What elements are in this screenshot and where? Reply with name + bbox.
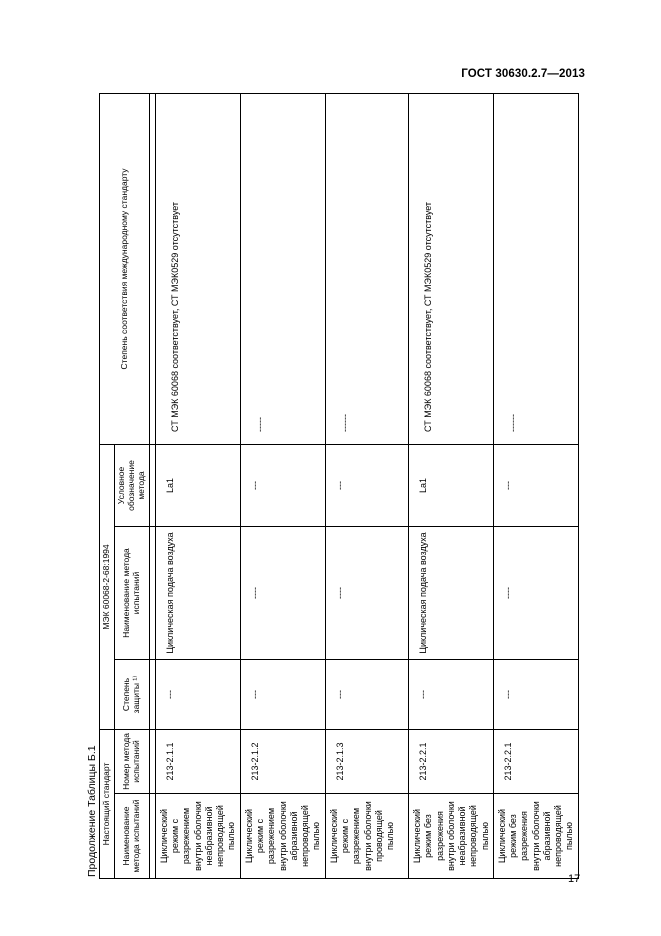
cell-protection-degree: --- bbox=[155, 660, 240, 730]
table-caption: Продолжение Таблицы Б.1 bbox=[86, 745, 98, 877]
cell-iec-designation: --- bbox=[493, 444, 578, 526]
cell-method-name: Циклический режим с разрежением внутри оболочки проводящей пылью bbox=[325, 794, 408, 879]
cell-iec-method-name: ---- bbox=[325, 527, 408, 660]
cell-correspondence: ------ bbox=[325, 93, 408, 444]
cell-method-number: 213-2.1.1 bbox=[155, 730, 240, 794]
cell-correspondence: СТ МЭК 60068 соответствует, СТ МЭК0529 отсутствует bbox=[155, 93, 240, 444]
cell-method-number: 213-2.2.1 bbox=[493, 730, 578, 794]
cell-iec-method-name: Циклическая подача воздуха bbox=[155, 527, 240, 660]
cell-method-name: Циклический режим без разрежения внутри оболочки абразивной непроводящей пылью bbox=[493, 794, 578, 879]
cell-protection-degree: --- bbox=[493, 660, 578, 730]
header-correspondence: Степень соответствия международному стандарту bbox=[100, 93, 150, 444]
cell-method-name: Циклический режим с разрежением внутри оболочки абразивной непроводящей пылью bbox=[240, 794, 325, 879]
cell-correspondence: ----- bbox=[240, 93, 325, 444]
header-method-name: Наименование метода испытаний bbox=[114, 794, 149, 879]
header-iec-method-name: Наименование метода испытаний bbox=[114, 527, 149, 660]
cell-protection-degree: --- bbox=[240, 660, 325, 730]
table-row bbox=[409, 93, 494, 878]
table-row bbox=[155, 93, 240, 878]
table-row bbox=[493, 93, 578, 878]
standards-table bbox=[99, 93, 579, 879]
cell-correspondence: ------ bbox=[493, 93, 578, 444]
table-row bbox=[325, 93, 408, 878]
cell-iec-designation: La1 bbox=[409, 444, 494, 526]
group-header-iec-standard: МЭК 60068-2-68:1994 bbox=[100, 444, 115, 729]
group-header-current-standard: Настоящий стандарт bbox=[100, 730, 115, 879]
document-code: ГОСТ 30630.2.7—2013 bbox=[461, 68, 585, 80]
cell-method-name: Циклический режим с разрежением внутри оболочки неабразивной непроводящей пылью bbox=[155, 794, 240, 879]
cell-correspondence: СТ МЭК 60068 соответствует, СТ МЭК0529 отсутствует bbox=[409, 93, 494, 444]
cell-iec-method-name: ---- bbox=[493, 527, 578, 660]
cell-protection-degree: --- bbox=[325, 660, 408, 730]
cell-iec-designation: La1 bbox=[155, 444, 240, 526]
cell-iec-designation: --- bbox=[325, 444, 408, 526]
cell-method-name: Циклический режим без разрежения внутри оболочки неабразивной непроводящей пылью bbox=[409, 794, 494, 879]
header-protection-degree: Степень защиты ¹⁾ bbox=[114, 660, 149, 730]
cell-iec-method-name: ---- bbox=[240, 527, 325, 660]
page-number: 17 bbox=[568, 873, 581, 885]
header-method-number: Номер метода испытаний bbox=[114, 730, 149, 794]
table-row bbox=[240, 93, 325, 878]
cell-method-number: 213-2.1.3 bbox=[325, 730, 408, 794]
cell-iec-designation: --- bbox=[240, 444, 325, 526]
cell-method-number: 213-2.2.1 bbox=[409, 730, 494, 794]
cell-protection-degree: --- bbox=[409, 660, 494, 730]
cell-method-number: 213-2.1.2 bbox=[240, 730, 325, 794]
rotated-table-block bbox=[84, 84, 580, 879]
cell-iec-method-name: Циклическая подача воздуха bbox=[409, 527, 494, 660]
header-iec-designation: Условное обозначение метода bbox=[114, 444, 149, 526]
